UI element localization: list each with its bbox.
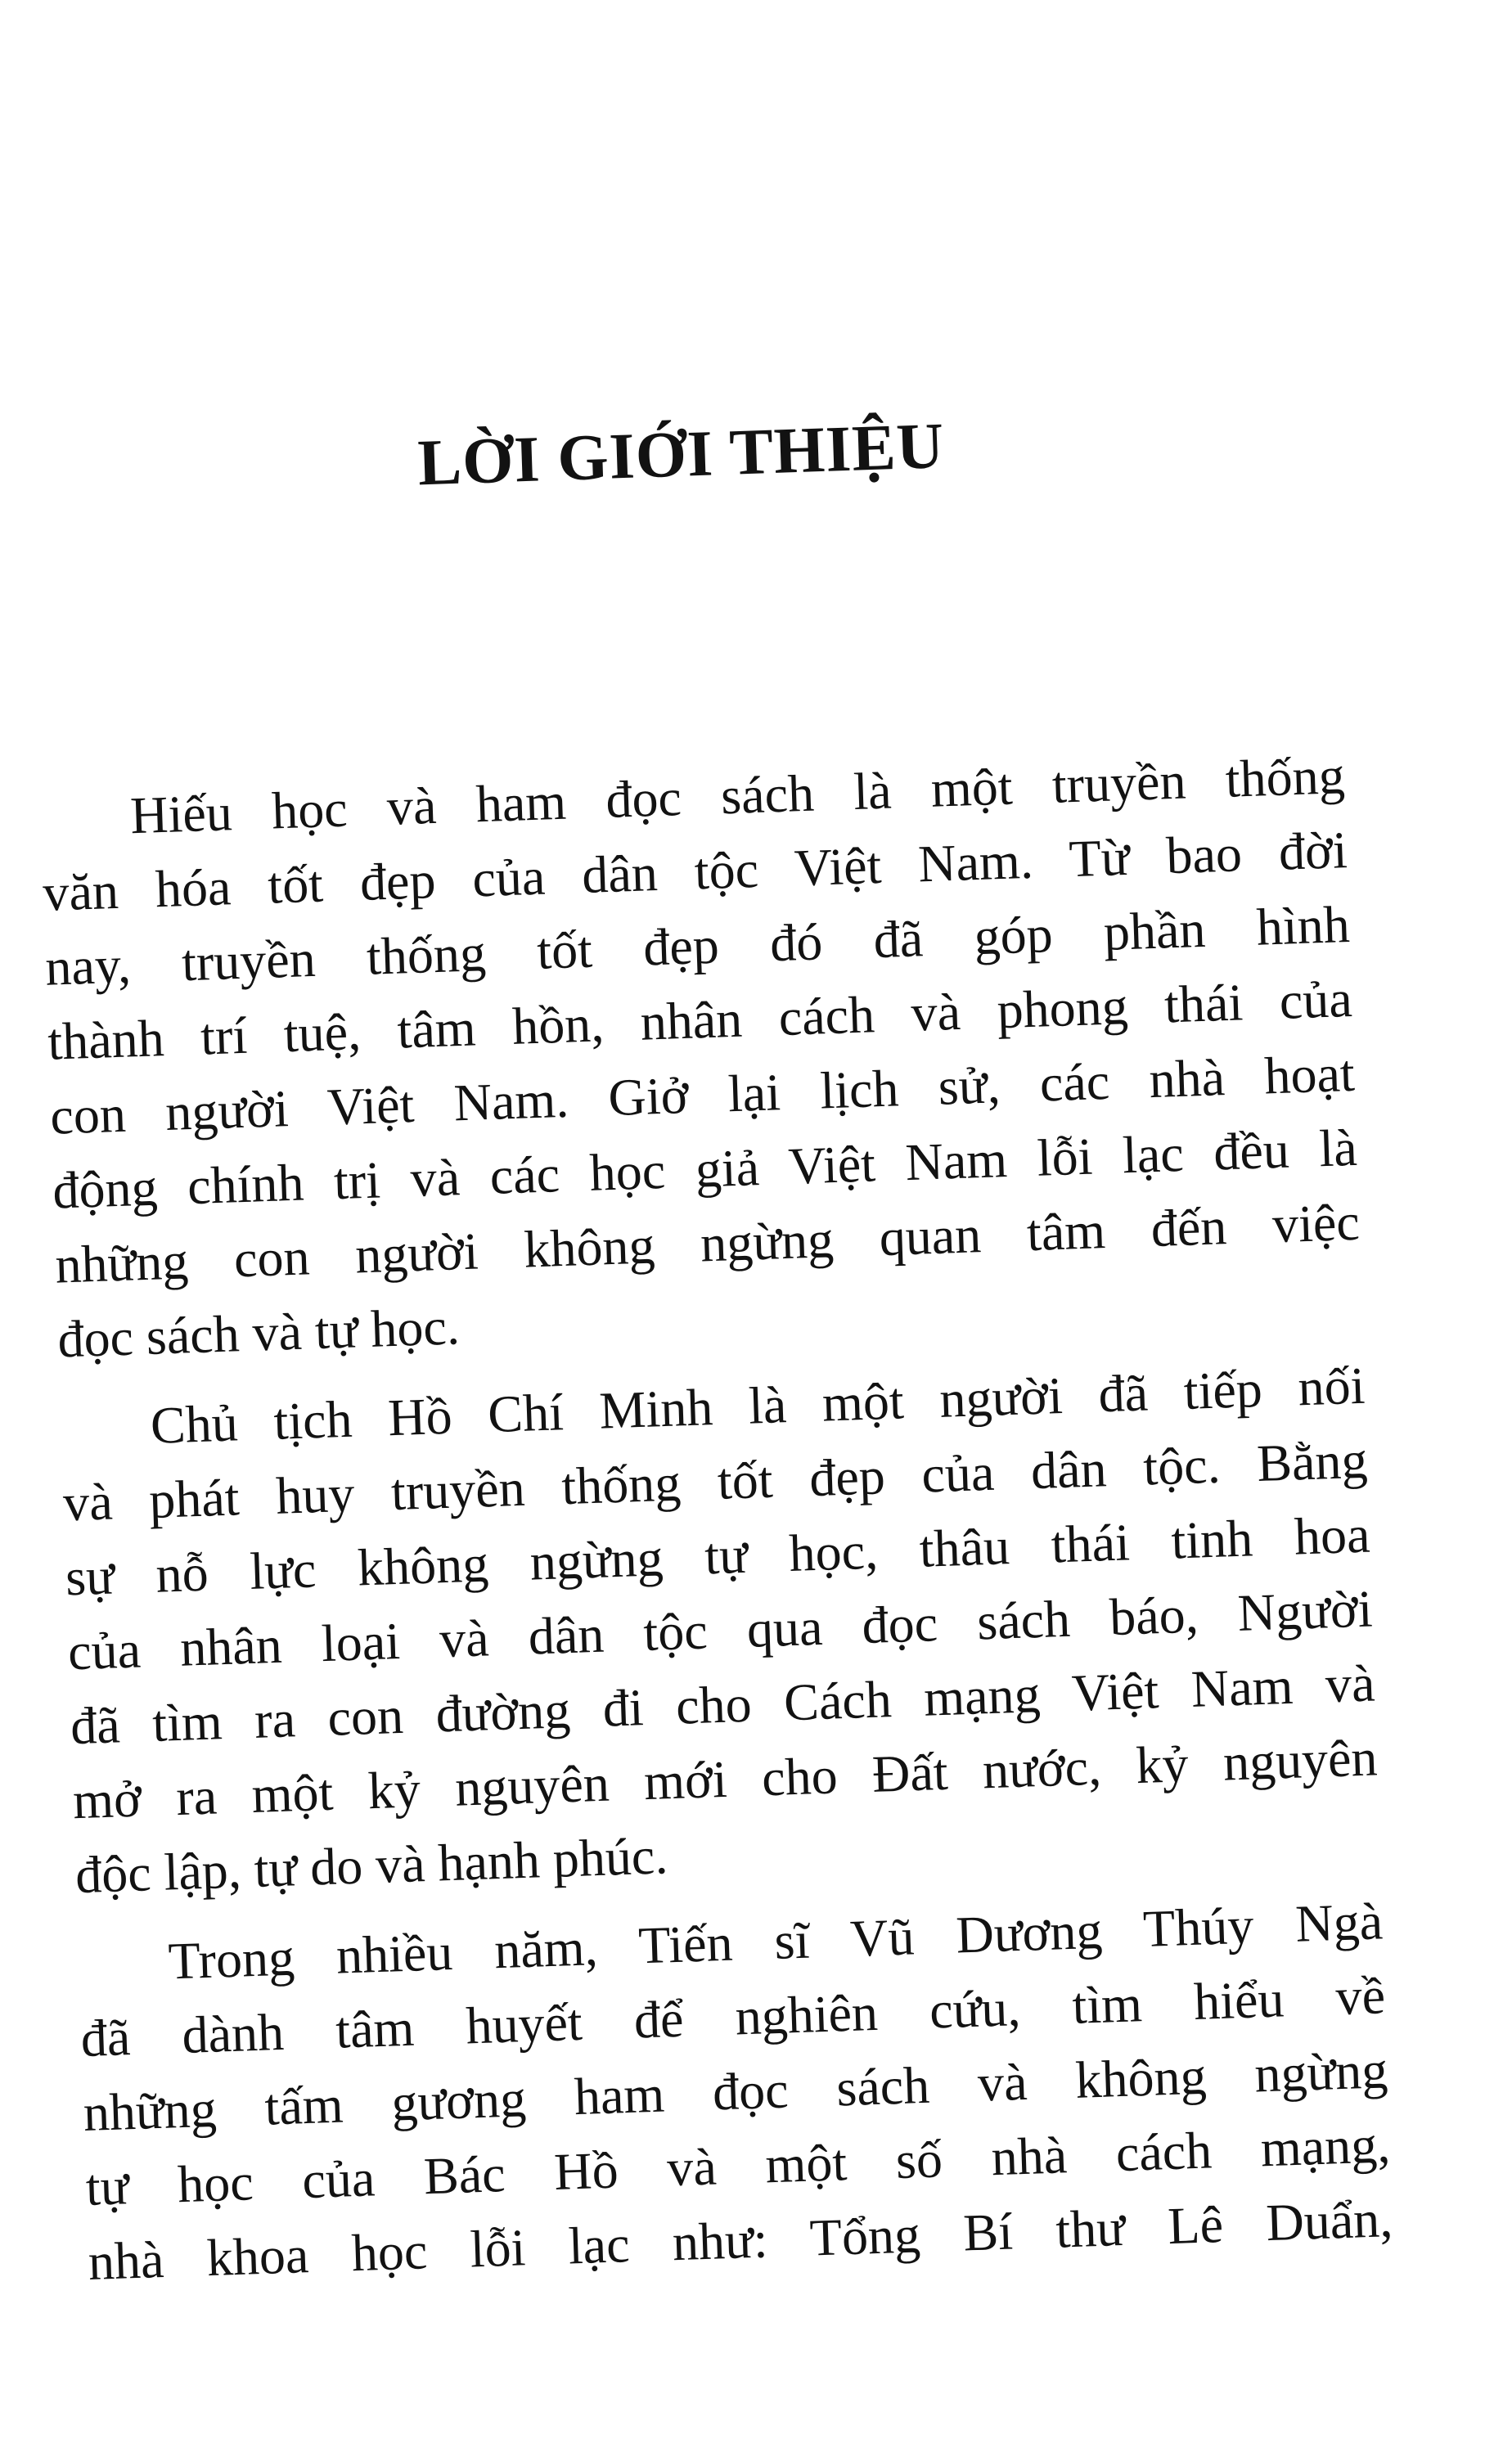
paragraph: [39, 738, 1363, 1376]
text-line: mở ra một kỷ nguyên mới cho Đất nước, kỷ nguyên: [72, 1728, 1379, 1830]
text-line: thành trí tuệ, tâm hồn, nhân cách và phong thái của: [47, 969, 1353, 1071]
text-line: và phát huy truyền thống tốt đẹp của dân tộc. Bằng: [61, 1430, 1369, 1532]
text-line: nhà khoa học lỗi lạc như: Tổng Bí thư Lê Duẩn,: [87, 2189, 1394, 2291]
page-title: LỜI GIỚI THIỆU: [416, 410, 946, 500]
text-line: tự học của Bác Hồ và một số nhà cách mạng,: [84, 2115, 1392, 2216]
text-line: nay, truyền thống tốt đẹp đó đã góp phần hình: [44, 894, 1351, 997]
text-line: những con người không ngừng quan tâm đến việc: [54, 1192, 1361, 1294]
text-line: Hiếu học và ham đọc sách là một truyền thống: [129, 746, 1346, 845]
text-line: những tấm gương ham đọc sách và không ngừng: [82, 2041, 1389, 2143]
text-line: Trong nhiều năm, Tiến sĩ Vũ Dương Thúy Ngà: [167, 1892, 1384, 1991]
text-line: đọc sách và tự học.: [56, 1297, 461, 1369]
text-line: đã dành tâm huyết để nghiên cứu, tìm hiểu về: [79, 1966, 1387, 2068]
text-line: của nhân loại và dân tộc qua đọc sách báo, Người: [66, 1579, 1374, 1681]
text-line: đã tìm ra con đường đi cho Cách mạng Việt Nam và: [70, 1654, 1376, 1756]
text-line: Chủ tịch Hồ Chí Minh là một người đã tiếp nối: [149, 1356, 1366, 1455]
text-block: [28, 388, 1394, 2299]
text-line: động chính trị và các học giả Việt Nam lỗi lạc đều là: [52, 1118, 1358, 1220]
text-line: con người Việt Nam. Giở lại lịch sử, các nhà hoạt: [49, 1043, 1356, 1145]
page-body: [39, 738, 1394, 2299]
text-line: sự nỗ lực không ngừng tự học, thâu thái tinh hoa: [64, 1505, 1371, 1607]
text-line: độc lập, tự do và hạnh phúc.: [74, 1826, 669, 1905]
paragraph: [77, 1883, 1393, 2299]
text-line: văn hóa tốt đẹp của dân tộc Việt Nam. Từ bao đời: [42, 821, 1348, 922]
paragraph: [60, 1348, 1381, 1913]
